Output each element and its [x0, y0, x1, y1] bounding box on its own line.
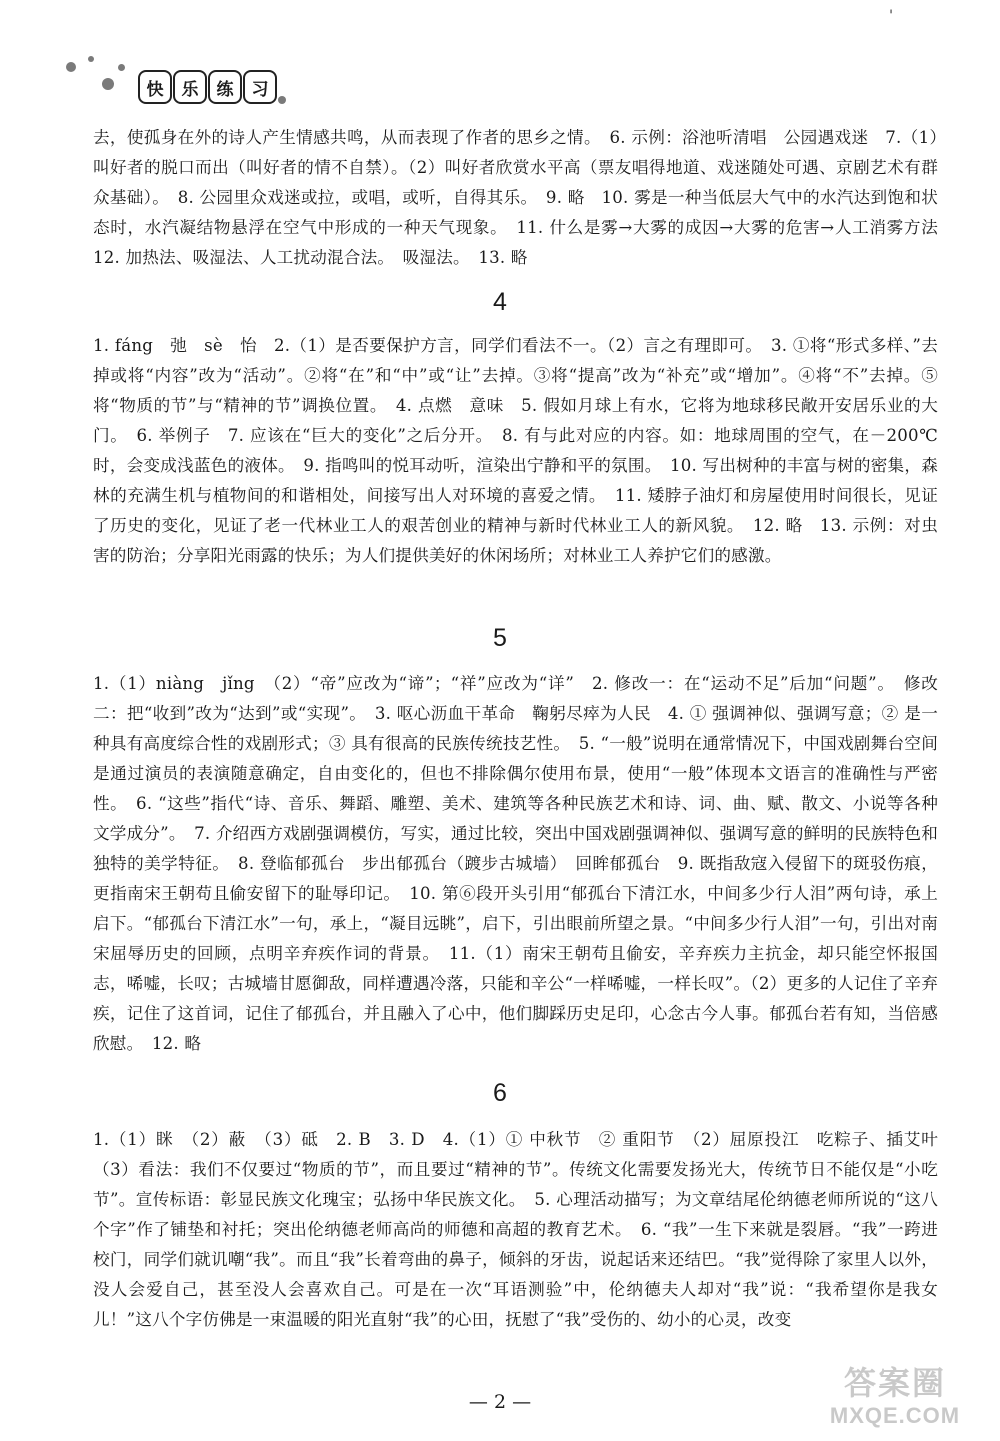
logo-char-4: 习	[243, 70, 277, 104]
watermark-title: 答案圈	[843, 1365, 946, 1401]
section-heading-4: 4	[493, 288, 507, 316]
answer-block-4: 1. fáng 弛 sè 怡 2.（1）是否要保护方言，同学们看法不一。（2）言之有理即可。 3. ①将“形式多样、”去掉或将“内容”改为“活动”。②将“在”和“中”或“让”去掉。③将“提高”改为“补充”或“增加”。④将“不”去掉。⑤将“物质的节”与“精神的节”调换位置。 4. 点燃 意味 5. 假如月球上有水，它将为地球移民敞开安居乐业的大门。 6. 举例子 7. 应该在“巨大的变化”之后分开。 8. 有与此对应的内容。如：地球周围的空气，在－200℃时，会变成浅蓝色的液体。 9. 指鸣叫的悦耳动听，渲染出宁静和平的氛围。 10. 写出树种的丰富与树的密集，森林的充满生机与植物间的和谐相处，间接写出人对环境的喜爱之情。 11. 矮脖子油灯和房屋使用时间很长，见证了历史的变化，见证了老一代林业工人的艰苦创业的精神与新时代林业工人的新风貌。 12. 略 13. 示例：对虫害的防治；分享阳光雨露的快乐；为人们提供美好的休闲场所；对林业工人养护它们的感激。	[93, 336, 938, 565]
answer-block-continued: 去，使孤身在外的诗人产生情感共鸣，从而表现了作者的思乡之情。 6. 示例：浴池听清唱 公园遇戏迷 7.（1）叫好者的脱口而出（叫好者的情不自禁）。（2）叫好者欣赏水平高（票友唱得地道、戏迷随处可遇、京剧艺术有群众基础）。 8. 公园里众戏迷或拉，或唱，或听，自得其乐。 9. 略 10. 雾是一种当低层大气中的水汽达到饱和状态时，水汽凝结物悬浮在空气中形成的一种天气现象。 11. 什么是雾→大雾的成因→大雾的危害→人工消雾方法 12. 加热法、吸湿法、人工扰动混合法。 吸湿法。 13. 略	[93, 128, 955, 267]
answer-block-6: 1.（1）眯 （2）蔽 （3）砥 2. B 3. D 4.（1）① 中秋节 ② 重阳节 （2）屈原投江 吃粽子、插艾叶 （3）看法：我们不仅要过“物质的节”，而且要过“精神的节”。传统文化需要发扬光大，传统节日不能仅是“小吃节”。宣传标语：彰显民族文化瑰宝；弘扬中华民族文化。 5. 心理活动描写；为文章结尾伦纳德老师所说的“这八个字”作了铺垫和衬托；突出伦纳德老师高尚的师德和高超的教育艺术。 6. “我”一生下来就是裂唇。“我”一跨进校门，同学们就讥嘲“我”。而且“我”长着弯曲的鼻子，倾斜的牙齿，说起话来还结巴。“我”觉得除了家里人以外，没人会爱自己，甚至没人会喜欢自己。可是在一次“耳语测验”中，伦纳德夫人却对“我”说：“我希望你是我女儿！”这八个字仿佛是一束温暖的阳光直射“我”的心田，抚慰了“我”受伤的、幼小的心灵，改变	[93, 1130, 955, 1329]
watermark-logo	[810, 1363, 980, 1439]
corner-mark: '	[889, 8, 893, 24]
page-number: — 2 —	[468, 1391, 532, 1413]
logo-char-1: 快	[138, 70, 172, 104]
answer-block-5: 1.（1）niàng jǐng （2）“帝”应改为“谛”；“祥”应改为“详” 2. 修改一：在“运动不足”后加“问题”。 修改二：把“收到”改为“达到”或“实现”。 3. 呕心沥血干革命 鞠躬尽瘁为人民 4. ① 强调神似、强调写意；② 是一种具有高度综合性的戏剧形式；③ 具有很高的民族传统技艺性。 5. “一般”说明在通常情况下，中国戏剧舞台空间是通过演员的表演随意确定，自由变化的，但也不排除偶尔使用布景，使用“一般”体现本文语言的准确性与严密性。 6. “这些”指代“诗、音乐、舞蹈、雕塑、美术、建筑等各种民族艺术和诗、词、曲、赋、散文、小说等各种文学成分”。 7. 介绍西方戏剧强调模仿，写实，通过比较，突出中国戏剧强调神似、强调写意的鲜明的民族特色和独特的美学特征。 8. 登临郁孤台 步出郁孤台（踱步古城墙） 回眸郁孤台 9. 既指敌寇入侵留下的斑驳伤痕，更指南宋王朝苟且偷安留下的耻辱印记。 10. 第⑥段开头引用“郁孤台下清江水，中间多少行人泪”两句诗，承上启下。“郁孤台下清江水”一句，承上，“凝目远眺”，启下，引出眼前所望之景。“中间多少行人泪”一句，引出对南宋屈辱历史的回顾，点明辛弃疾作词的背景。 11.（1）南宋王朝苟且偷安，辛弃疾力主抗金，却只能空怀报国志，唏嘘，长叹；古城墙甘愿御敌，同样遭遇冷落，只能和辛公“一样唏嘘，一样长叹”。（2）更多的人记住了辛弃疾，记住了这首词，记住了郁孤台，并且融入了心中，他们脚踩历史足印，心念古今人事。郁孤台若有知，当倍感欣慰。 12. 略	[93, 674, 938, 1053]
logo-char-3: 练	[208, 70, 242, 104]
watermark-url: MXQE.COM	[829, 1403, 961, 1428]
section-heading-5: 5	[493, 624, 507, 652]
section-heading-6: 6	[493, 1079, 507, 1107]
logo-char-2: 乐	[173, 70, 207, 104]
series-logo	[58, 52, 298, 122]
